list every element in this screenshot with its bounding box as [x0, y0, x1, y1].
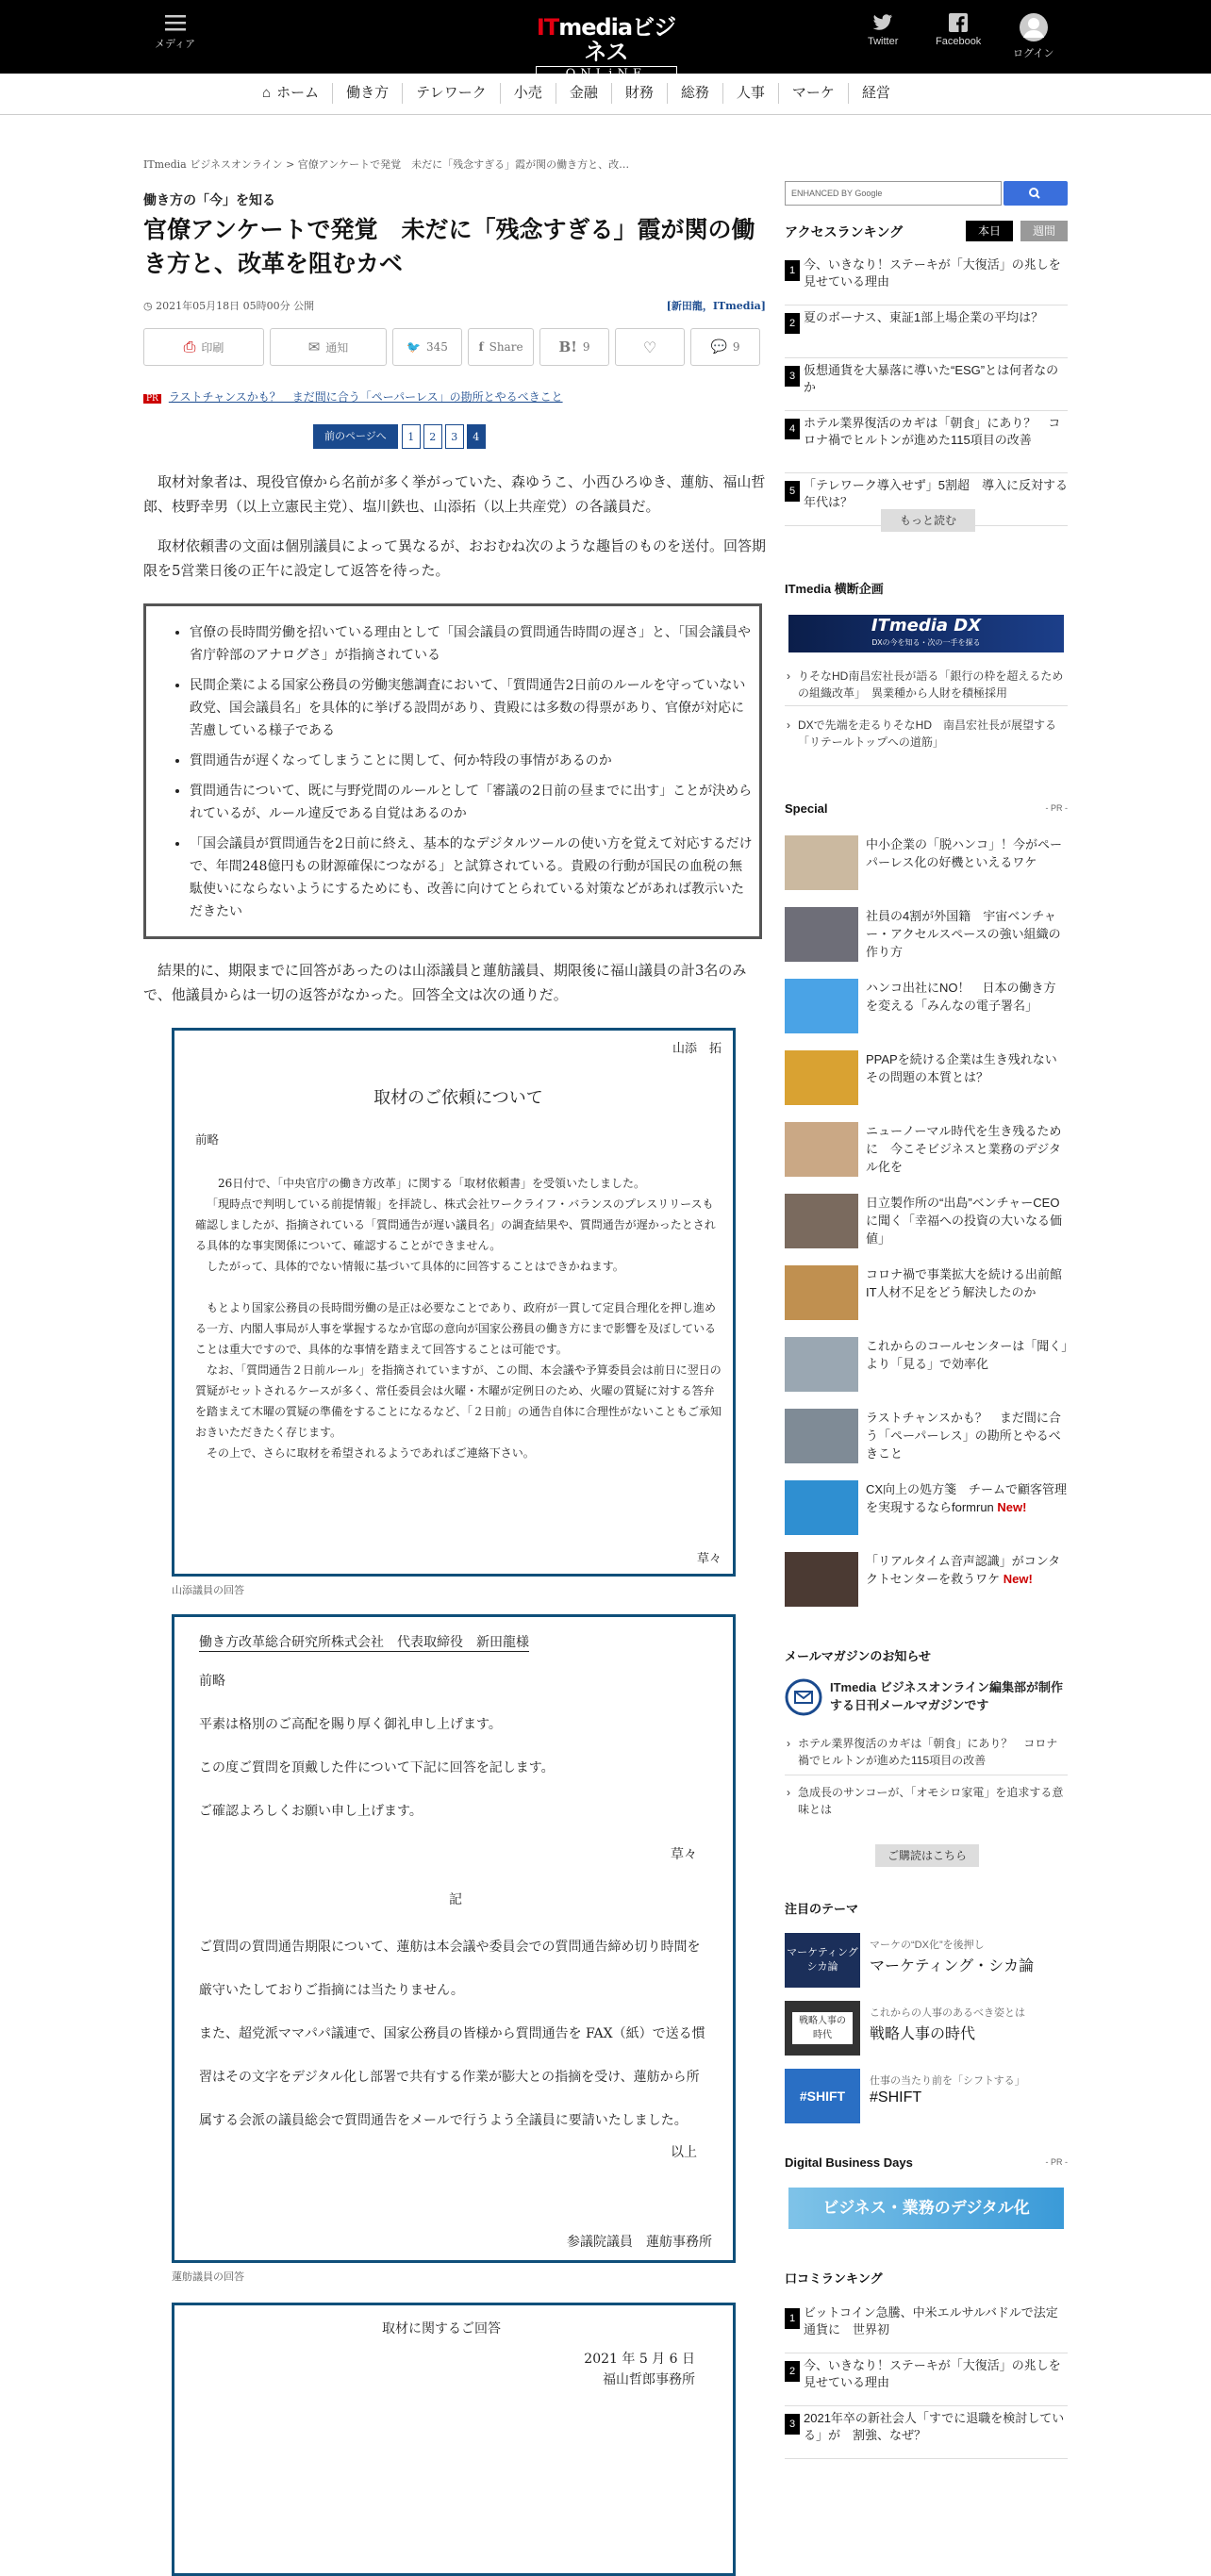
doc-paragraph: また、超党派ママパパ議連で、国家公務員の皆様から質問通告を FAX（紙）で送る慣習はその文字をデジタル化し部署で共有する作業が膨大との指摘を受け、蓮舫から所属する会派の議員総会で質問通告をメールで行うよう全議員に要請いたしました。 [199, 2026, 705, 2128]
nav-item-management[interactable]: 経営 [861, 85, 890, 101]
hatena-button[interactable]: B! 9 [539, 328, 609, 366]
ranking-item[interactable]: 1 今、いきなり！ステーキが「大復活」の兆しを見せている理由 [785, 256, 1068, 305]
login-label: ログイン [1013, 48, 1054, 59]
question-item: • 質問通告が遅くなってしまうことに関して、何か特段の事情があるのか [190, 750, 754, 772]
facebook-icon [949, 13, 968, 32]
search-icon [1004, 181, 1068, 206]
tab-week[interactable]: 週間 [1020, 221, 1068, 241]
question-item: • 官僚の長時間労働を招いている理由として「国会議員の質問通告時間の遅さ」と、「国会議員や省庁幹部のアナログさ」が指摘されている [190, 621, 754, 667]
special-text: 中小企業の「脱ハンコ」！今がペーパーレス化の好機といえるワケ [866, 837, 1063, 869]
search-box [785, 181, 1068, 206]
special-thumbnail [785, 1480, 858, 1535]
doc-date: 2021 年 5 月 6 日 [584, 2352, 695, 2367]
yokudan-item[interactable]: › DXで先端を走るりそなHD 南昌宏社長が展望する「リテールトップへの道筋」 [785, 717, 1068, 751]
doc-title: 取材のご依頼について [373, 1088, 543, 1108]
pocket-button[interactable] [615, 328, 685, 366]
question-item: • 民間企業による国家公務員の労働実態調査において、「質問通告2日前のルールを守っていない政党、国会議員名」を具体的に挙げる設問があり、貴殿には多数の得票があり、官僚が対応に苦慮している様子である [190, 674, 754, 742]
special-item[interactable] [785, 907, 1068, 971]
rank-number: 1 [785, 2308, 800, 2329]
yokudan-item[interactable]: › りそなHD南昌宏社長が語る「銀行の枠を超えるための組織改革」 異業種から人財を積極採用 [785, 668, 1068, 702]
ranking-item[interactable]: 2 今、いきなり！ステーキが「大復活」の兆しを見せている理由 [785, 2357, 1068, 2406]
special-item[interactable] [785, 1265, 1075, 1329]
special-thumbnail [785, 1122, 858, 1177]
doc-paragraph: なお、「質問通告２日前ルール」を指摘されていますが、この間、本会議や予算委員会は前日に翌日の質疑がセットされるケースが多く、常任委員会は火曜・木曜が定例日のため、火曜の質疑に対する答弁を踏まえて木曜の質疑の準備をすることになるなど、「２日前」の通告自体に合理性がないこともご承知おきいただきたく存じます。 [195, 1363, 722, 1439]
special-item[interactable] [785, 1050, 1068, 1115]
special-title: Special [785, 801, 828, 816]
newsletter-desc: ITmedia ビジネスオンライン編集部が制作する日刊メールマガジンです [830, 1680, 1063, 1712]
new-badge: New! [1003, 1572, 1033, 1586]
notify-button[interactable]: ✉ 通知 [270, 328, 387, 366]
kuchikomi-title: 口コミランキング [785, 2271, 883, 2286]
article-kicker[interactable]: 働き方の「今」を知る [143, 193, 275, 208]
facebook-share-button[interactable]: f Share [468, 328, 534, 366]
special-thumbnail [785, 1409, 858, 1463]
nav-item-telework[interactable]: テレワーク [403, 83, 501, 104]
special-item[interactable] [785, 979, 1068, 1043]
new-badge: New! [997, 1500, 1027, 1514]
print-icon: ⎙ [183, 338, 196, 355]
more-button[interactable]: もっと読む [881, 509, 975, 532]
pr-label: - PR - [1045, 803, 1068, 813]
pr-tag: PR [143, 394, 161, 404]
doc-paragraph: 平素は格別のご高配を賜り厚く御礼申し上げます。 [199, 1717, 502, 1732]
access-ranking-list [785, 256, 1068, 526]
special-item[interactable] [785, 835, 1068, 900]
rank-number: 3 [785, 2414, 800, 2435]
theme-title: 注目のテーマ [785, 1902, 859, 1916]
print-button[interactable]: ⎙ 印刷 [143, 328, 264, 366]
publish-date: 2021年05月18日 05時00分 公開 [156, 300, 315, 312]
reply-image-fukuyama[interactable] [172, 2303, 736, 2576]
article-paragraph: 取材対象者は、現役官僚から名前が多く挙がっていた、森ゆうこ、小西ひろゆき、蓮舫、福山哲郎、枝野幸男（以上立憲民主党）、塩川鉄也、山添拓（以上共産党）の各議員だ。 [143, 473, 766, 515]
category-nav [0, 74, 1211, 115]
question-item: • 質問通告について、既に与野党間のルールとして「審議の2日前の昼までに出す」ことが決められているが、ルール違反である自覚はあるのか [190, 780, 754, 825]
special-text: コロナ禍で事業拡大を続ける出前館 IT人材不足をどう解決したのか [866, 1267, 1075, 1299]
article-paragraph: 結果的に、期限までに回答があったのは山添議員と蓮舫議員、期限後に福山議員の計3名のみで、他議員からは一切の返答がなかった。回答全文は次の通りだ。 [143, 962, 747, 1003]
special-text: CX向上の処方箋 チームで顧客管理を実現するならformrun New! [866, 1482, 1068, 1514]
doc-sender: 福山哲郎事務所 [603, 2372, 695, 2387]
doc-sender: 山添 拓 [672, 1042, 722, 1056]
facebook-icon: f [478, 340, 484, 354]
theme-thumb: 戦略人事の 時代 [785, 2001, 860, 2056]
ranking-tabs [958, 221, 1068, 241]
menu-button[interactable] [155, 13, 195, 51]
doc-sender: 参議院議員 蓮舫事務所 [567, 2235, 712, 2250]
article-title: 官僚アンケートで発覚 未だに「残念すぎる」霞が関の働き方と、改革を阻むカベ [143, 216, 755, 277]
doc-greeting: 前略 [195, 1132, 220, 1147]
reply-image-yamazoe[interactable] [172, 1028, 736, 1577]
doc-paragraph: したがって、具体的でない情報に基づいて具体的に回答することはできかねます。 [207, 1260, 624, 1273]
special-thumbnail [785, 835, 858, 890]
special-text: ハンコ出社にNO！ 日本の働き方を変える「みんなの電子署名」 [866, 981, 1056, 1013]
twitter-link[interactable] [868, 13, 898, 47]
kuchikomi-list [785, 2304, 1068, 2459]
special-item[interactable] [785, 1337, 1068, 1401]
ranking-item[interactable]: 4 ホテル業界復活のカギは「朝食」にあり？ コロナ禍でヒルトンが進めた115項目の改善 [785, 415, 1068, 473]
doc-paragraph: ご質問の質問通告期限について、蓮舫は本会議や委員会での質問通告締め切り時間を厳守いたしておりご指摘には当たりません。 [199, 1940, 701, 1998]
itmedia-dx-banner[interactable]: ITmedia DX DXの今を知る・次の一手を探る [788, 615, 1064, 652]
page-link-1[interactable]: 1 [402, 424, 421, 449]
search-input[interactable]: ENHANCED BY Google [785, 181, 1002, 206]
special-thumbnail [785, 1050, 858, 1105]
top-header [0, 0, 1211, 74]
reply-image-renho[interactable] [172, 1614, 736, 2263]
doc-paragraph: 「現時点で判明している前提情報」を拝読し、株式会社ワークライフ・バランスのプレスリリースも確認しましたが、指摘されている「質問通告が遅い議員名」の調査結果や、質問通告が遅かったとされる具体的な事実関係について、確認することができません。 [195, 1197, 716, 1252]
dbd-title: Digital Business Days [785, 2155, 913, 2170]
page-link-2[interactable]: 2 [423, 424, 442, 449]
theme-item[interactable]: マーケティング シカ論 マーケの“DX化”を後押し マーケティング・シカ論 [785, 1933, 1068, 1990]
comment-button[interactable]: 💬 9 [690, 328, 760, 366]
question-item: • 「国会議員が質問通告を2日前に終え、基本的なデジタルツールの使い方を覚えて対応するだけで、年間248億円もの財源確保につながる」と試算されている。貴殿の行動が国民の血税の無駄使いにならないようにするためにも、改善に向けてとられている対策などがあれば教示いただきたい [190, 833, 754, 923]
nav-item-hr[interactable]: 人事 [723, 83, 779, 104]
pr-label: - PR - [1045, 2157, 1068, 2167]
rank-number: 3 [785, 366, 800, 387]
image-caption: 山添議員の回答 [172, 1584, 244, 1596]
special-thumbnail [785, 1194, 858, 1248]
doc-paragraph: その上で、さらに取材を希望されるようであればご連絡下さい。 [207, 1446, 535, 1460]
theme-thumb: マーケティング シカ論 [785, 1933, 860, 1988]
site-logo[interactable]: ITmediaビジネス [528, 15, 684, 58]
doc-greeting: 前略 [199, 1674, 225, 1689]
special-item[interactable] [785, 1194, 1068, 1258]
share-bar [143, 328, 766, 366]
pagination [313, 424, 489, 449]
doc-closing: 草々 [671, 1847, 697, 1862]
home-icon: ⌂ [262, 85, 272, 101]
facebook-label: Facebook [936, 36, 982, 47]
special-text: 「リアルタイム音声認識」がコンタクトセンターを救うワケ New! [866, 1554, 1061, 1586]
search-button[interactable] [1004, 181, 1068, 206]
ranking-item[interactable]: 3 仮想通貨を大暴落に導いた“ESG”とは何者なのか [785, 362, 1068, 411]
special-thumbnail [785, 979, 858, 1033]
ranking-item[interactable]: 1 ビットコイン急騰、中米エルサルバドルで法定通貨に 世界初 [785, 2304, 1068, 2353]
hatena-icon: B! [558, 339, 577, 355]
article-meta [143, 298, 766, 313]
twitter-label: Twitter [868, 36, 899, 47]
special-text: PPAPを続ける企業は生き残れない その問題の本質とは？ [866, 1052, 1070, 1084]
special-item[interactable] [785, 1122, 1068, 1186]
ranking-item[interactable]: 5 「テレワーク導入せず」5割超 導入に反対する年代は？ [785, 477, 1068, 526]
doc-closing: 草々 [696, 1552, 722, 1566]
nav-item-accounting[interactable]: 財務 [612, 83, 668, 104]
special-text: これからのコールセンターは「聞く」より「見る」で効率化 [866, 1339, 1068, 1371]
twitter-icon [872, 13, 893, 32]
doc-paragraph: この度ご質問を頂戴した件について下記に回答を記します。 [199, 1760, 555, 1775]
login-link[interactable] [1013, 13, 1053, 60]
notify-icon: ✉ [307, 339, 321, 355]
newsletter-title: メールマガジンのお知らせ [785, 1649, 932, 1663]
mail-icon [785, 1678, 822, 1716]
nav-item-hatarakikata[interactable]: 働き方 [333, 83, 403, 104]
nav-item-home[interactable]: ⌂ ホーム [249, 83, 333, 104]
rank-number: 5 [785, 481, 800, 502]
special-text: ニューノーマル時代を生き残るために 今こそビジネスと業務のデジタル化を [866, 1124, 1062, 1174]
theme-item[interactable]: 戦略人事の 時代 これからの人事のあるべき姿とは 戦略人事の時代 [785, 2001, 1068, 2057]
special-item[interactable] [785, 1409, 1068, 1473]
yokudan-title: ITmedia 横断企画 [785, 582, 884, 596]
ranking-item[interactable]: 2 夏のボーナス、東証1部上場企業の平均は？ [785, 309, 1068, 358]
newsletter-item[interactable]: › 急成長のサンコーが、「オモシロ家電」を追求する意味とは [785, 1784, 1068, 1818]
rank-number: 4 [785, 419, 800, 439]
newsletter-header [785, 1676, 1068, 1718]
clock-icon: ◷ [143, 300, 157, 312]
tweet-button[interactable]: 🐦 345 [392, 328, 462, 366]
prev-page-button[interactable]: 前のページへ [313, 424, 398, 449]
twitter-icon: 🐦 [406, 340, 422, 354]
theme-thumb: #SHIFT [785, 2069, 860, 2123]
page-link-3[interactable]: 3 [445, 424, 464, 449]
tab-today[interactable]: 本日 [966, 221, 1013, 241]
doc-addressee: 働き方改革総合研究所株式会社 代表取締役 新田龍様 [199, 1632, 529, 1652]
doc-paragraph: もとより国家公務員の長時間労働の是正は必要なことであり、政府が一貫して定員合理化を押し進める一方、内閣人事局が人事を掌握するなか官邸の意向が国家公務員の働き方にまで影響を及ぼしていることは重大ですので、具体的な事情を踏まえて回答することは可能です。 [195, 1301, 717, 1356]
menu-label: メディア [155, 39, 196, 50]
rank-number: 1 [785, 260, 800, 281]
special-text: ラストチャンスかも？ まだ間に合う「ペーパーレス」の勘所とやるべきこと [866, 1411, 1061, 1461]
special-item[interactable] [785, 1480, 1068, 1544]
special-text: 社員の4割が外国籍 宇宙ベンチャー・アクセルスペースの強い組織の作り方 [866, 909, 1061, 959]
pocket-icon: ♡ [642, 338, 657, 356]
comment-icon: 💬 [710, 339, 727, 355]
nav-item-marketing[interactable]: マーケ [779, 83, 849, 104]
nav-item-retail[interactable]: 小売 [501, 83, 556, 104]
doc-ki: 記 [449, 1892, 462, 1907]
ranking-item[interactable]: 3 2021年卒の新社会人「すでに退職を検討している」が 割強、なぜ？ [785, 2410, 1068, 2459]
image-caption: 蓮舫議員の回答 [172, 2271, 244, 2283]
theme-item[interactable]: #SHIFT 仕事の当たり前を「シフトする」 #SHIFT [785, 2069, 1068, 2125]
special-thumbnail [785, 1337, 858, 1392]
doc-ijo: 以上 [671, 2145, 697, 2160]
rank-number: 2 [785, 2361, 800, 2382]
pr-link[interactable]: PR ラストチャンスかも？ まだ間に合う「ペーパーレス」の勘所とやるべきこと [143, 388, 563, 405]
special-text: 日立製作所の“出島”ベンチャーCEOに聞く「幸福への投資の大いなる価値」 [866, 1196, 1063, 1246]
special-item[interactable] [785, 1552, 1068, 1616]
rank-number: 2 [785, 313, 800, 334]
breadcrumb[interactable]: ITmedia ビジネスオンライン > 官僚アンケートで発覚 未だに「残念すぎる」霞が関の働き方と、改… [143, 158, 630, 171]
facebook-link[interactable] [936, 13, 981, 47]
special-thumbnail [785, 907, 858, 962]
nav-item-finance[interactable]: 金融 [556, 83, 612, 104]
question-box [143, 603, 762, 939]
access-ranking-title: アクセスランキング [785, 224, 904, 239]
doc-title: 取材に関するご回答 [382, 2321, 501, 2337]
newsletter-item[interactable]: › ホテル業界復活のカギは「朝食」にあり？ コロナ禍でヒルトンが進めた115項目の改善 [785, 1735, 1068, 1769]
author-link[interactable]: [新田龍，ITmedia] [666, 300, 766, 312]
subscribe-button[interactable]: ご購読はこちら [875, 1844, 979, 1867]
user-avatar-icon [1020, 13, 1048, 41]
article-paragraph: 取材依頼書の文面は個別議員によって異なるが、おおむね次のような趣旨のものを送付。回答期限を5営業日後の正午に設定して返答を待った。 [143, 537, 767, 579]
nav-item-general-affairs[interactable]: 総務 [668, 83, 723, 104]
page-link-current[interactable]: 4 [467, 424, 486, 449]
dbd-banner[interactable]: ビジネス・業務のデジタル化 [788, 2188, 1064, 2229]
special-thumbnail [785, 1265, 858, 1320]
doc-paragraph: 26日付で、「中央官庁の働き方改革」に関する「取材依頼書」を受領いたしました。 [218, 1177, 646, 1190]
special-thumbnail [785, 1552, 858, 1607]
hamburger-icon [165, 13, 186, 32]
doc-paragraph: ご確認よろしくお願い申し上げます。 [199, 1804, 423, 1819]
